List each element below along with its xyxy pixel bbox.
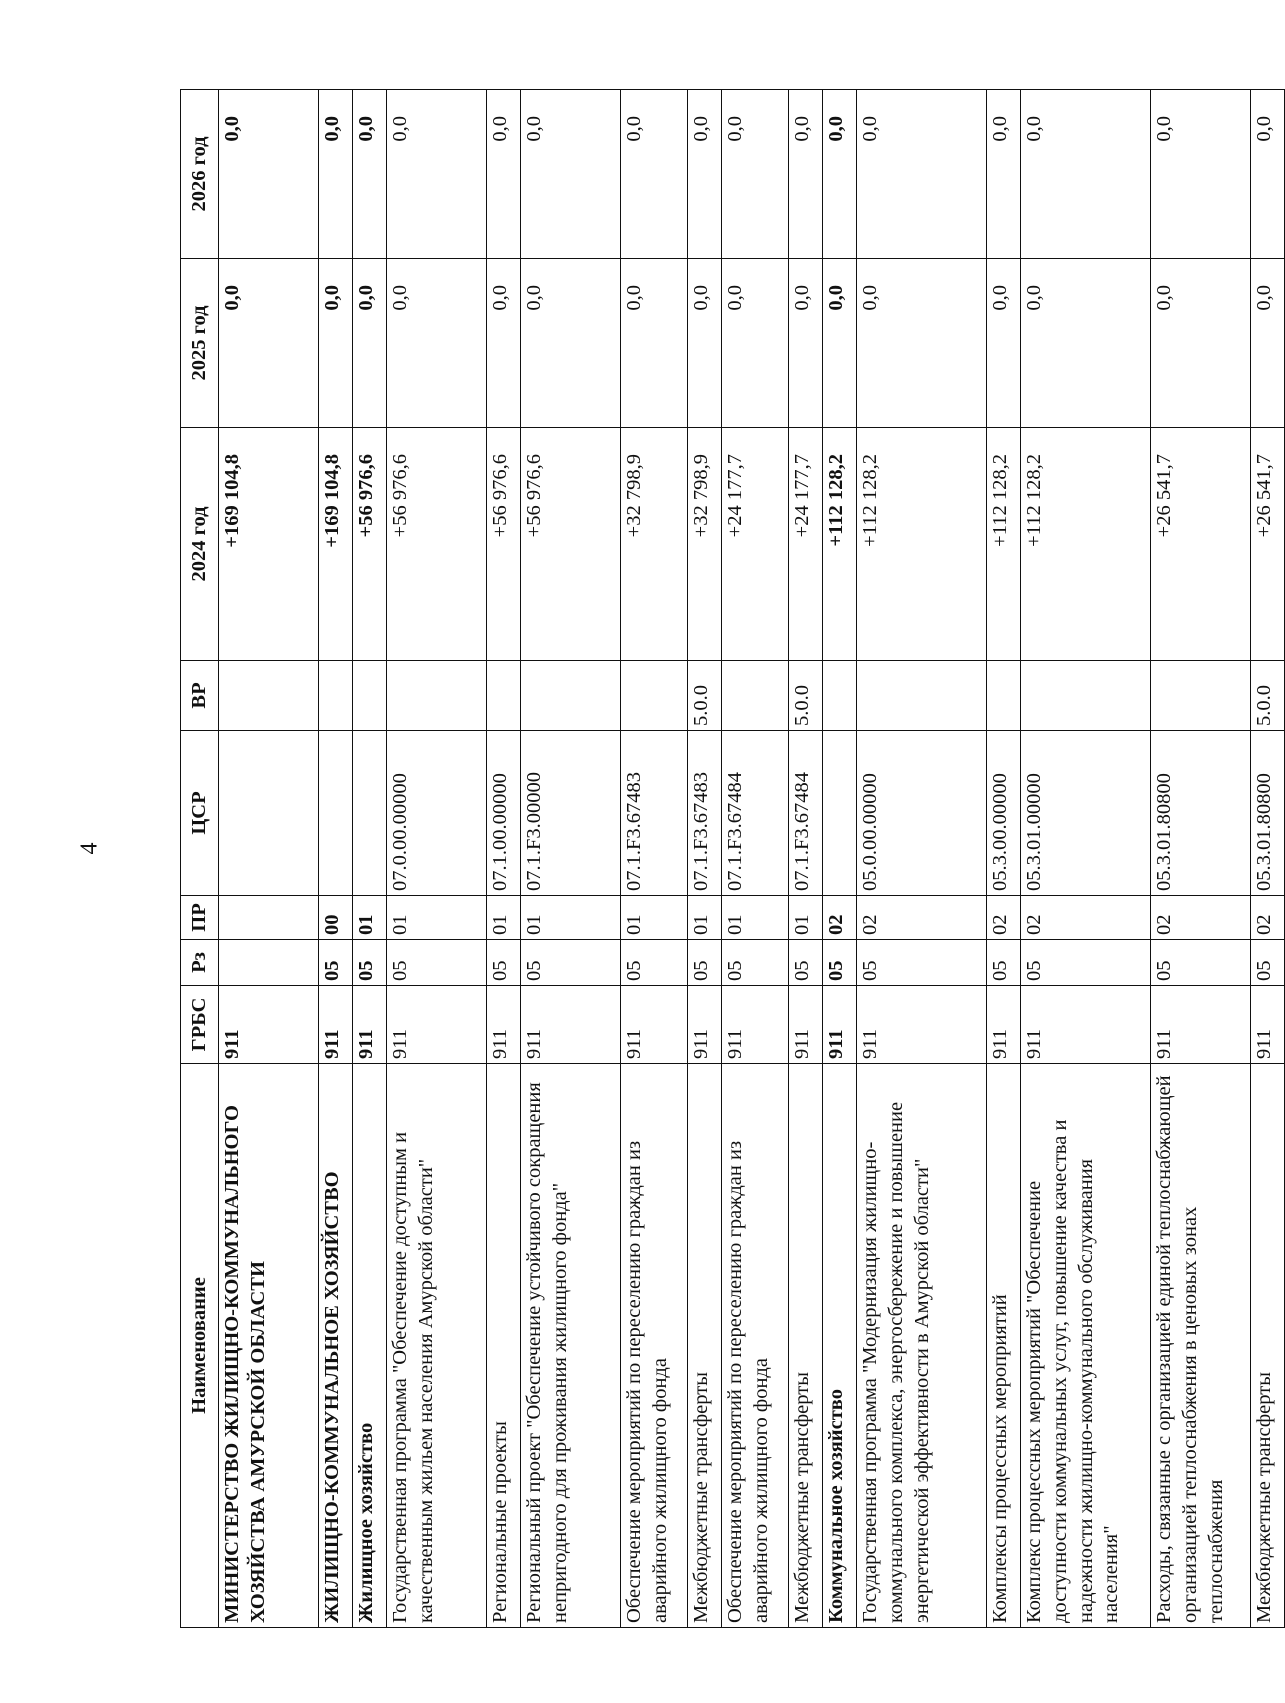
row-2024: +26 541,7 <box>1151 428 1251 661</box>
row-csr: 07.1.F3.67483 <box>621 731 688 896</box>
row-2026: 0,0 <box>789 90 823 259</box>
row-2025: 0,0 <box>521 259 621 428</box>
row-2026: 0,0 <box>521 90 621 259</box>
row-2026: 0,0 <box>353 90 387 259</box>
row-2025: 0,0 <box>1151 259 1251 428</box>
row-csr: 05.3.01.80800 <box>1251 731 1285 896</box>
row-2024: +169 104,8 <box>319 428 353 661</box>
row-2026: 0,0 <box>722 90 789 259</box>
row-grbs: 911 <box>319 986 353 1064</box>
row-pr: 01 <box>387 896 487 940</box>
header-vr: ВР <box>181 661 219 731</box>
table-row <box>621 90 688 1628</box>
row-rz: 05 <box>1251 940 1285 986</box>
table-row <box>219 90 319 1628</box>
header-2026: 2026 год <box>181 90 219 259</box>
row-rz: 05 <box>319 940 353 986</box>
page-number: 4 <box>76 842 103 855</box>
row-2024: +56 976,6 <box>353 428 387 661</box>
row-name: Обеспечение мероприятий по переселению граждан из аварийного жилищного фонда <box>722 1064 789 1628</box>
row-csr <box>353 731 387 896</box>
row-2025: 0,0 <box>621 259 688 428</box>
row-2026: 0,0 <box>688 90 722 259</box>
row-grbs: 911 <box>789 986 823 1064</box>
row-pr: 01 <box>722 896 789 940</box>
row-pr <box>219 896 319 940</box>
header-2024: 2024 год <box>181 428 219 661</box>
row-2026: 0,0 <box>487 90 521 259</box>
row-2024: +56 976,6 <box>487 428 521 661</box>
row-2024: +169 104,8 <box>219 428 319 661</box>
table-row <box>387 90 487 1628</box>
table-row <box>1251 90 1285 1628</box>
row-name: Комплекс процессных мероприятий "Обеспечение доступности коммунальных услуг, повышение качества и надежности жилищно-коммунального обслуживания населения" <box>1021 1064 1151 1628</box>
row-csr: 05.0.00.00000 <box>857 731 987 896</box>
row-csr: 07.1.F3.67483 <box>688 731 722 896</box>
row-2024: +112 128,2 <box>987 428 1021 661</box>
row-grbs: 911 <box>387 986 487 1064</box>
row-csr: 07.1.F3.67484 <box>789 731 823 896</box>
row-pr: 02 <box>823 896 857 940</box>
header-2025: 2025 год <box>181 259 219 428</box>
row-csr <box>219 731 319 896</box>
row-name: Жилищное хозяйство <box>353 1064 387 1628</box>
row-grbs: 911 <box>1151 986 1251 1064</box>
row-rz: 05 <box>487 940 521 986</box>
table-row <box>987 90 1021 1628</box>
table-row <box>857 90 987 1628</box>
row-2025: 0,0 <box>1251 259 1285 428</box>
row-pr: 00 <box>319 896 353 940</box>
header-name: Наименование <box>181 1064 219 1628</box>
table-header-row <box>181 90 219 1628</box>
row-grbs: 911 <box>987 986 1021 1064</box>
row-csr: 07.1.F3.00000 <box>521 731 621 896</box>
row-name: Коммунальное хозяйство <box>823 1064 857 1628</box>
row-rz: 05 <box>521 940 621 986</box>
row-vr <box>353 661 387 731</box>
row-name: МИНИСТЕРСТВО ЖИЛИЩНО-КОММУНАЛЬНОГО ХОЗЯЙСТВА АМУРСКОЙ ОБЛАСТИ <box>219 1064 319 1628</box>
table-row <box>487 90 521 1628</box>
row-2024: +56 976,6 <box>521 428 621 661</box>
row-grbs: 911 <box>521 986 621 1064</box>
header-pr: ПР <box>181 896 219 940</box>
row-2024: +112 128,2 <box>1021 428 1151 661</box>
row-2026: 0,0 <box>319 90 353 259</box>
row-grbs: 911 <box>1251 986 1285 1064</box>
row-rz: 05 <box>857 940 987 986</box>
row-2026: 0,0 <box>621 90 688 259</box>
row-name: Государственная программа "Модернизация жилищно-коммунального комплекса, энергосбережение и повышение энергетической эффективности в Амурской области" <box>857 1064 987 1628</box>
row-name: Государственная программа "Обеспечение доступным и качественным жильем населения Амурской области" <box>387 1064 487 1628</box>
row-vr <box>722 661 789 731</box>
row-rz: 05 <box>722 940 789 986</box>
row-vr <box>521 661 621 731</box>
row-2026: 0,0 <box>219 90 319 259</box>
row-rz: 05 <box>621 940 688 986</box>
budget-table <box>180 89 1285 1628</box>
row-pr: 01 <box>688 896 722 940</box>
row-2026: 0,0 <box>387 90 487 259</box>
row-vr: 5.0.0 <box>1251 661 1285 731</box>
row-csr <box>319 731 353 896</box>
row-rz: 05 <box>823 940 857 986</box>
row-2025: 0,0 <box>857 259 987 428</box>
row-grbs: 911 <box>823 986 857 1064</box>
row-grbs: 911 <box>487 986 521 1064</box>
row-rz: 05 <box>387 940 487 986</box>
row-name: Межбюджетные трансферты <box>688 1064 722 1628</box>
row-2025: 0,0 <box>1021 259 1151 428</box>
table-row <box>353 90 387 1628</box>
row-name: Региональный проект "Обеспечение устойчивого сокращения непригодного для проживания жилищного фонда" <box>521 1064 621 1628</box>
row-csr: 05.3.01.80800 <box>1151 731 1251 896</box>
row-rz: 05 <box>987 940 1021 986</box>
table-row <box>722 90 789 1628</box>
row-2026: 0,0 <box>857 90 987 259</box>
row-csr: 05.3.00.00000 <box>987 731 1021 896</box>
table-row <box>521 90 621 1628</box>
row-2025: 0,0 <box>319 259 353 428</box>
row-grbs: 911 <box>722 986 789 1064</box>
row-grbs: 911 <box>621 986 688 1064</box>
row-2025: 0,0 <box>722 259 789 428</box>
row-vr <box>823 661 857 731</box>
row-2024: +32 798,9 <box>621 428 688 661</box>
row-grbs: 911 <box>219 986 319 1064</box>
row-pr: 02 <box>857 896 987 940</box>
row-rz <box>219 940 319 986</box>
row-2024: +24 177,7 <box>789 428 823 661</box>
row-csr: 07.1.F3.67484 <box>722 731 789 896</box>
row-2026: 0,0 <box>1021 90 1151 259</box>
row-name: Обеспечение мероприятий по переселению граждан из аварийного жилищного фонда <box>621 1064 688 1628</box>
row-2024: +32 798,9 <box>688 428 722 661</box>
row-grbs: 911 <box>1021 986 1151 1064</box>
row-name: ЖИЛИЩНО-КОММУНАЛЬНОЕ ХОЗЯЙСТВО <box>319 1064 353 1628</box>
row-pr: 01 <box>789 896 823 940</box>
row-pr: 01 <box>521 896 621 940</box>
row-2024: +26 541,7 <box>1251 428 1285 661</box>
row-vr <box>387 661 487 731</box>
header-rz: Рз <box>181 940 219 986</box>
row-2025: 0,0 <box>487 259 521 428</box>
row-rz: 05 <box>1151 940 1251 986</box>
row-pr: 02 <box>1151 896 1251 940</box>
row-csr: 07.1.00.00000 <box>487 731 521 896</box>
row-vr <box>987 661 1021 731</box>
row-rz: 05 <box>789 940 823 986</box>
rotated-table-container <box>180 90 1275 1628</box>
row-2025: 0,0 <box>987 259 1021 428</box>
row-2024: +56 976,6 <box>387 428 487 661</box>
row-vr <box>319 661 353 731</box>
row-rz: 05 <box>688 940 722 986</box>
row-pr: 02 <box>1251 896 1285 940</box>
row-2025: 0,0 <box>823 259 857 428</box>
row-grbs: 911 <box>353 986 387 1064</box>
row-grbs: 911 <box>688 986 722 1064</box>
row-2025: 0,0 <box>353 259 387 428</box>
row-2026: 0,0 <box>987 90 1021 259</box>
table-row <box>823 90 857 1628</box>
row-vr <box>219 661 319 731</box>
header-grbs: ГРБС <box>181 986 219 1064</box>
table-row <box>789 90 823 1628</box>
row-name: Региональные проекты <box>487 1064 521 1628</box>
row-csr: 07.0.00.00000 <box>387 731 487 896</box>
row-pr: 01 <box>353 896 387 940</box>
row-vr <box>857 661 987 731</box>
row-2026: 0,0 <box>823 90 857 259</box>
header-csr: ЦСР <box>181 731 219 896</box>
row-pr: 01 <box>487 896 521 940</box>
row-vr <box>1021 661 1151 731</box>
row-vr: 5.0.0 <box>789 661 823 731</box>
row-grbs: 911 <box>857 986 987 1064</box>
row-2025: 0,0 <box>789 259 823 428</box>
row-name: Межбюджетные трансферты <box>1251 1064 1285 1628</box>
row-rz: 05 <box>353 940 387 986</box>
row-name: Межбюджетные трансферты <box>789 1064 823 1628</box>
row-2026: 0,0 <box>1251 90 1285 259</box>
row-vr <box>621 661 688 731</box>
row-pr: 02 <box>1021 896 1151 940</box>
row-csr: 05.3.01.00000 <box>1021 731 1151 896</box>
row-vr <box>487 661 521 731</box>
row-2024: +24 177,7 <box>722 428 789 661</box>
row-vr: 5.0.0 <box>688 661 722 731</box>
row-rz: 05 <box>1021 940 1151 986</box>
table-row <box>688 90 722 1628</box>
row-vr <box>1151 661 1251 731</box>
row-2024: +112 128,2 <box>857 428 987 661</box>
row-2024: +112 128,2 <box>823 428 857 661</box>
row-csr <box>823 731 857 896</box>
row-pr: 02 <box>987 896 1021 940</box>
row-2025: 0,0 <box>688 259 722 428</box>
row-2025: 0,0 <box>387 259 487 428</box>
row-name: Расходы, связанные с организацией единой теплоснабжающей организацией теплоснабжения в ценовых зонах теплоснабжения <box>1151 1064 1251 1628</box>
table-row <box>1021 90 1151 1628</box>
table-row <box>319 90 353 1628</box>
row-pr: 01 <box>621 896 688 940</box>
row-name: Комплексы процессных мероприятий <box>987 1064 1021 1628</box>
table-row <box>1151 90 1251 1628</box>
row-2025: 0,0 <box>219 259 319 428</box>
row-2026: 0,0 <box>1151 90 1251 259</box>
